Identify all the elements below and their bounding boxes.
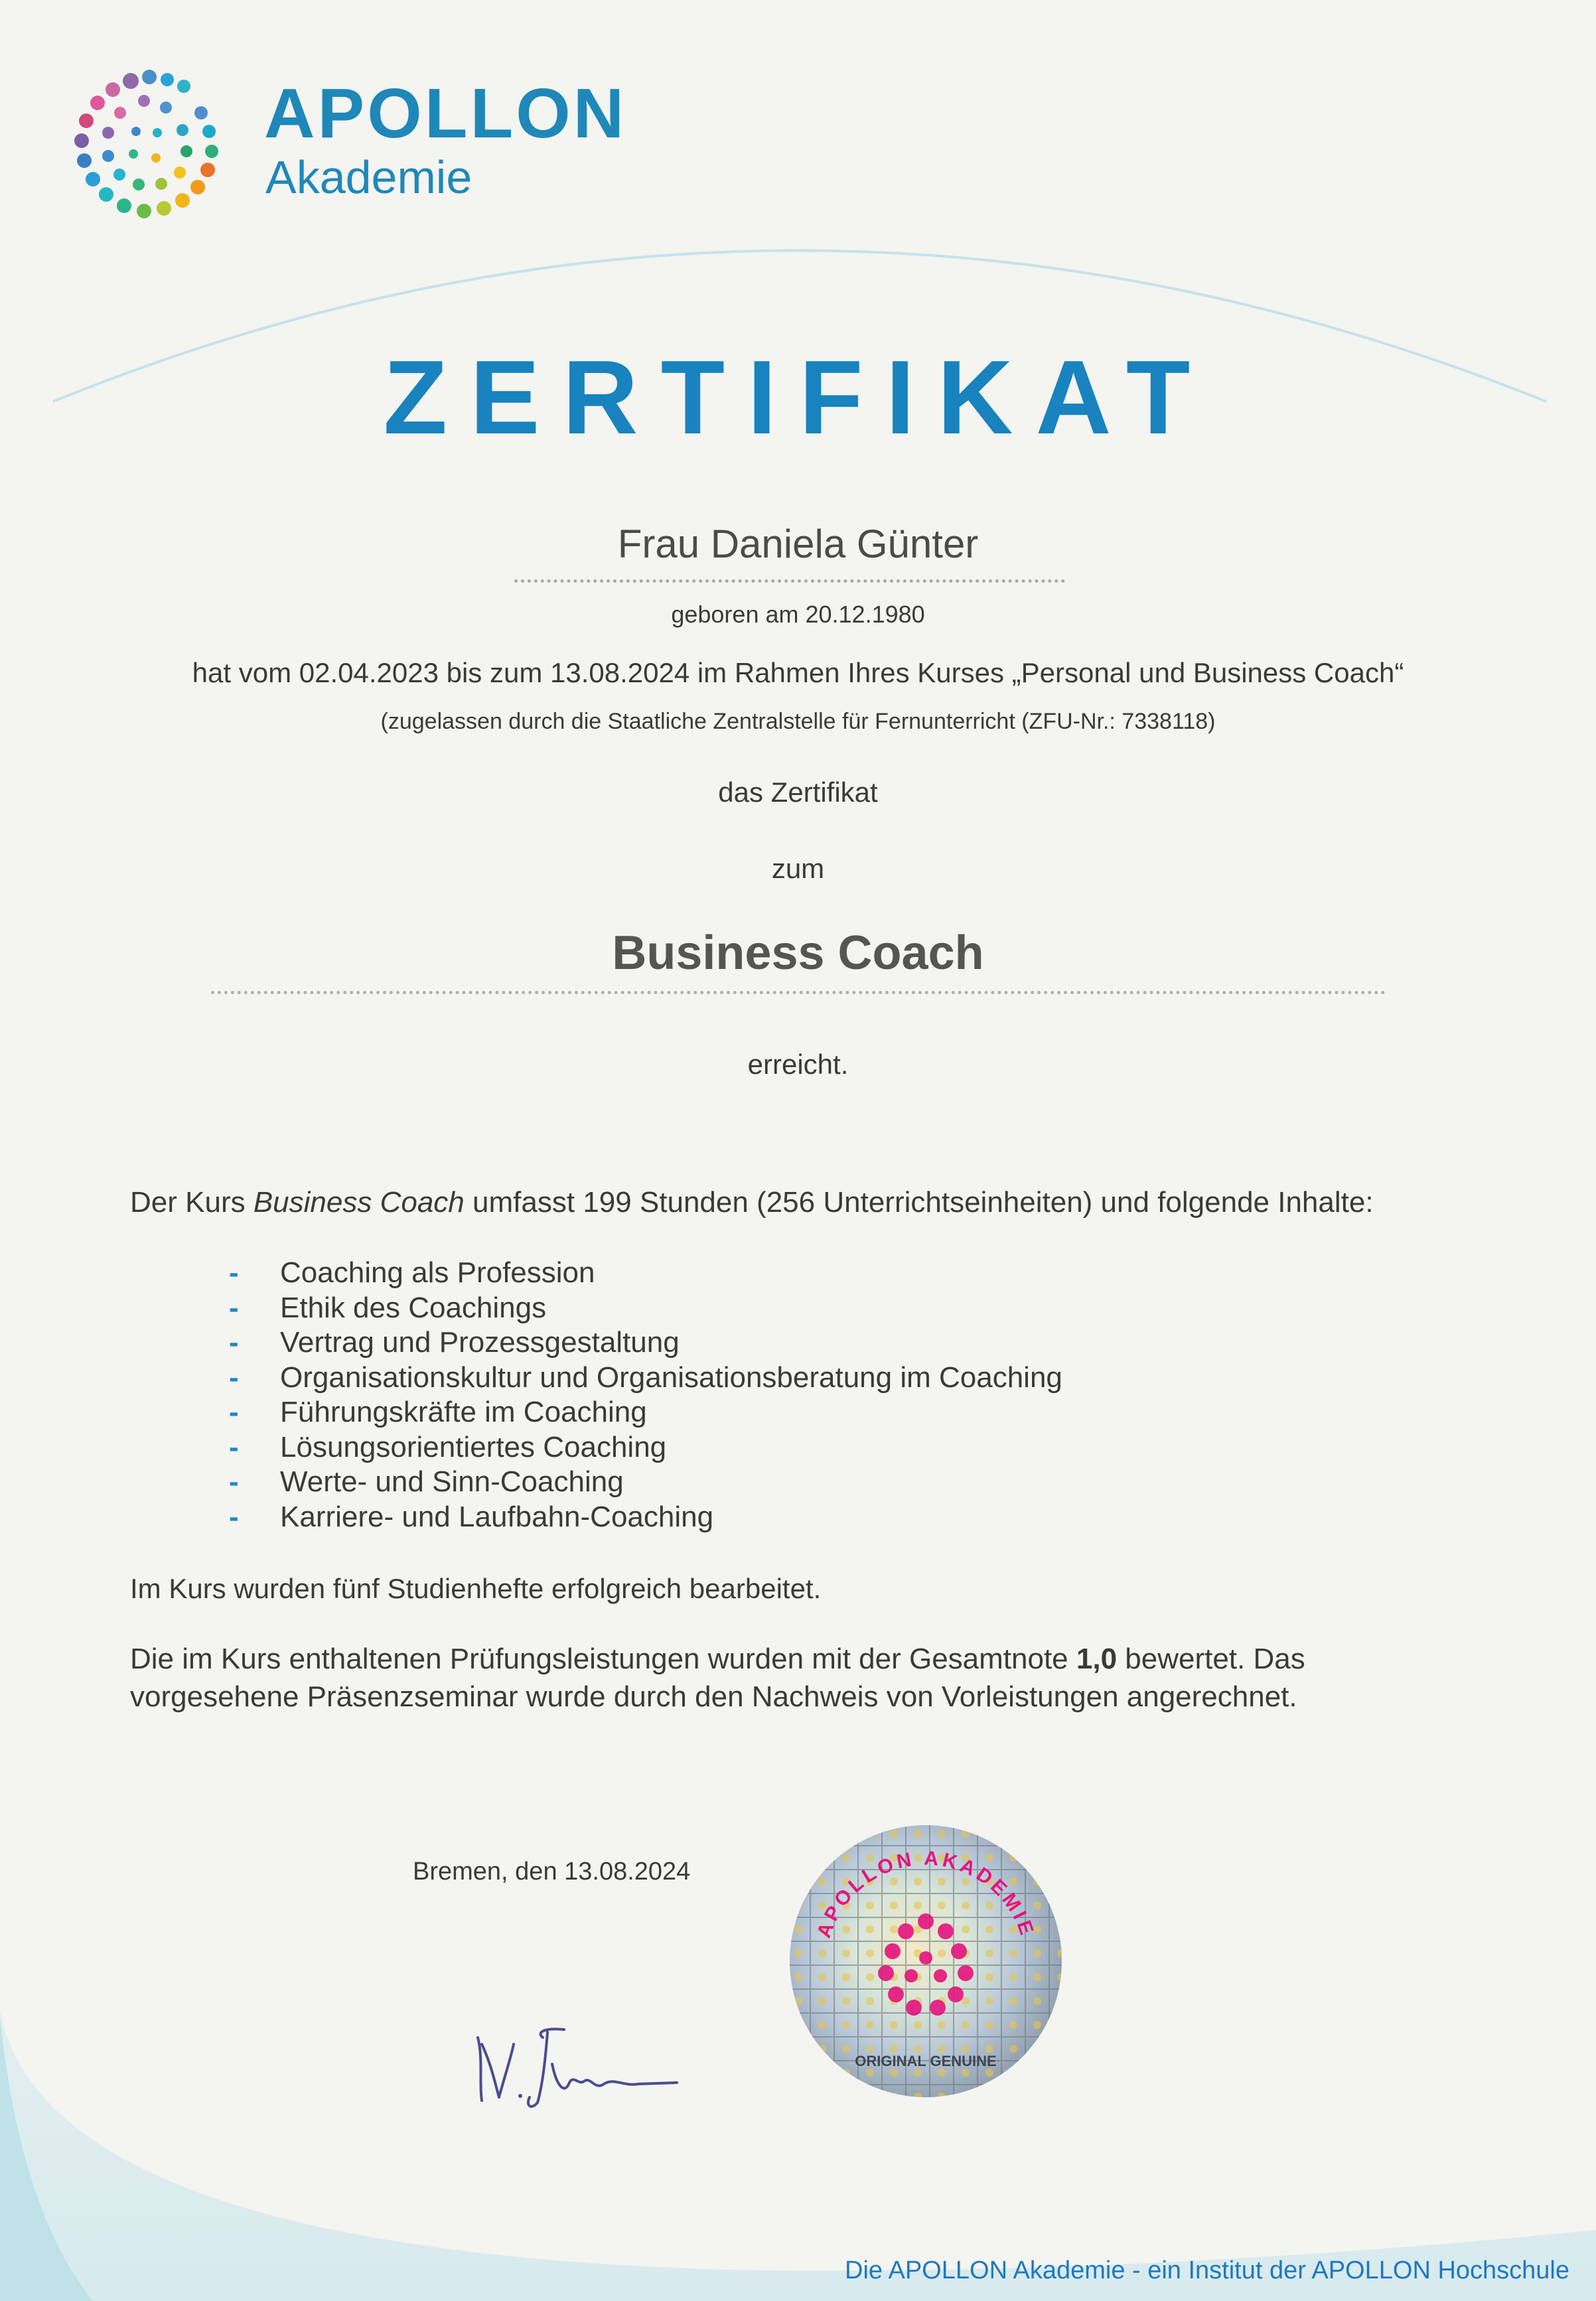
list-bullet: - [229,1326,239,1359]
award-zum: zum [771,853,825,884]
hologram-seal-icon [786,1822,1065,2101]
course-period: hat vom 02.04.2023 bis zum 13.08.2024 im Rahmen Ihres Kurses „Personal und Business Coach“ [192,657,1404,688]
final-grade: 1,0 [1076,1643,1118,1675]
list-bullet: - [229,1430,239,1463]
birth-date: geboren am 20.12.1980 [671,601,925,628]
list-bullet: - [229,1396,239,1428]
seal-pattern-text: ORIGINAL GENUINE [855,2053,997,2069]
signature-icon [465,2018,703,2124]
award-intro: das Zertifikat [718,777,878,808]
list-bullet: - [229,1361,239,1394]
exam-text-line-2: vorgesehene Präsenzseminar wurde durch den Nachweis von Vorleistungen angerechnet. [130,1680,1297,1713]
award-title: Business Coach [612,927,984,980]
award-achieved: erreicht. [747,1049,849,1080]
zfu-approval: (zugelassen durch die Staatliche Zentralstelle für Fernunterricht (ZFU-Nr.: 7338118) [380,709,1216,734]
course-name: Business Coach [253,1186,465,1219]
list-bullet: - [229,1465,239,1498]
list-bullet: - [229,1291,239,1324]
place-date: Bremen, den 13.08.2024 [413,1858,691,1886]
list-bullet: - [229,1256,239,1289]
brand-subname: Akademie [265,151,472,203]
award-underline [211,991,1386,994]
course-intro: Der Kurs Business Coach umfasst 199 Stunden (256 Unterrichtseinheiten) und folgende Inhalte: [130,1186,1374,1219]
brand-name: APOLLON [264,74,627,153]
certificate-title: ZERTIFIKAT [383,339,1213,456]
recipient-underline [514,579,1065,583]
footer-note: Die APOLLON Akademie - ein Institut der APOLLON Hochschule [845,2257,1569,2284]
studies-text: Im Kurs wurden fünf Studienhefte erfolgreich bearbeitet. [130,1573,822,1604]
apollon-logo-icon [70,66,229,226]
list-bullet: - [229,1500,239,1533]
exam-text-line-1: Die im Kurs enthaltenen Prüfungsleistungen wurden mit der Gesamtnote 1,0 bewertet. Das [130,1643,1305,1675]
seal-text: APOLLON AKADEMIE [812,1847,1039,1941]
recipient-name: Frau Daniela Günter [617,522,979,566]
